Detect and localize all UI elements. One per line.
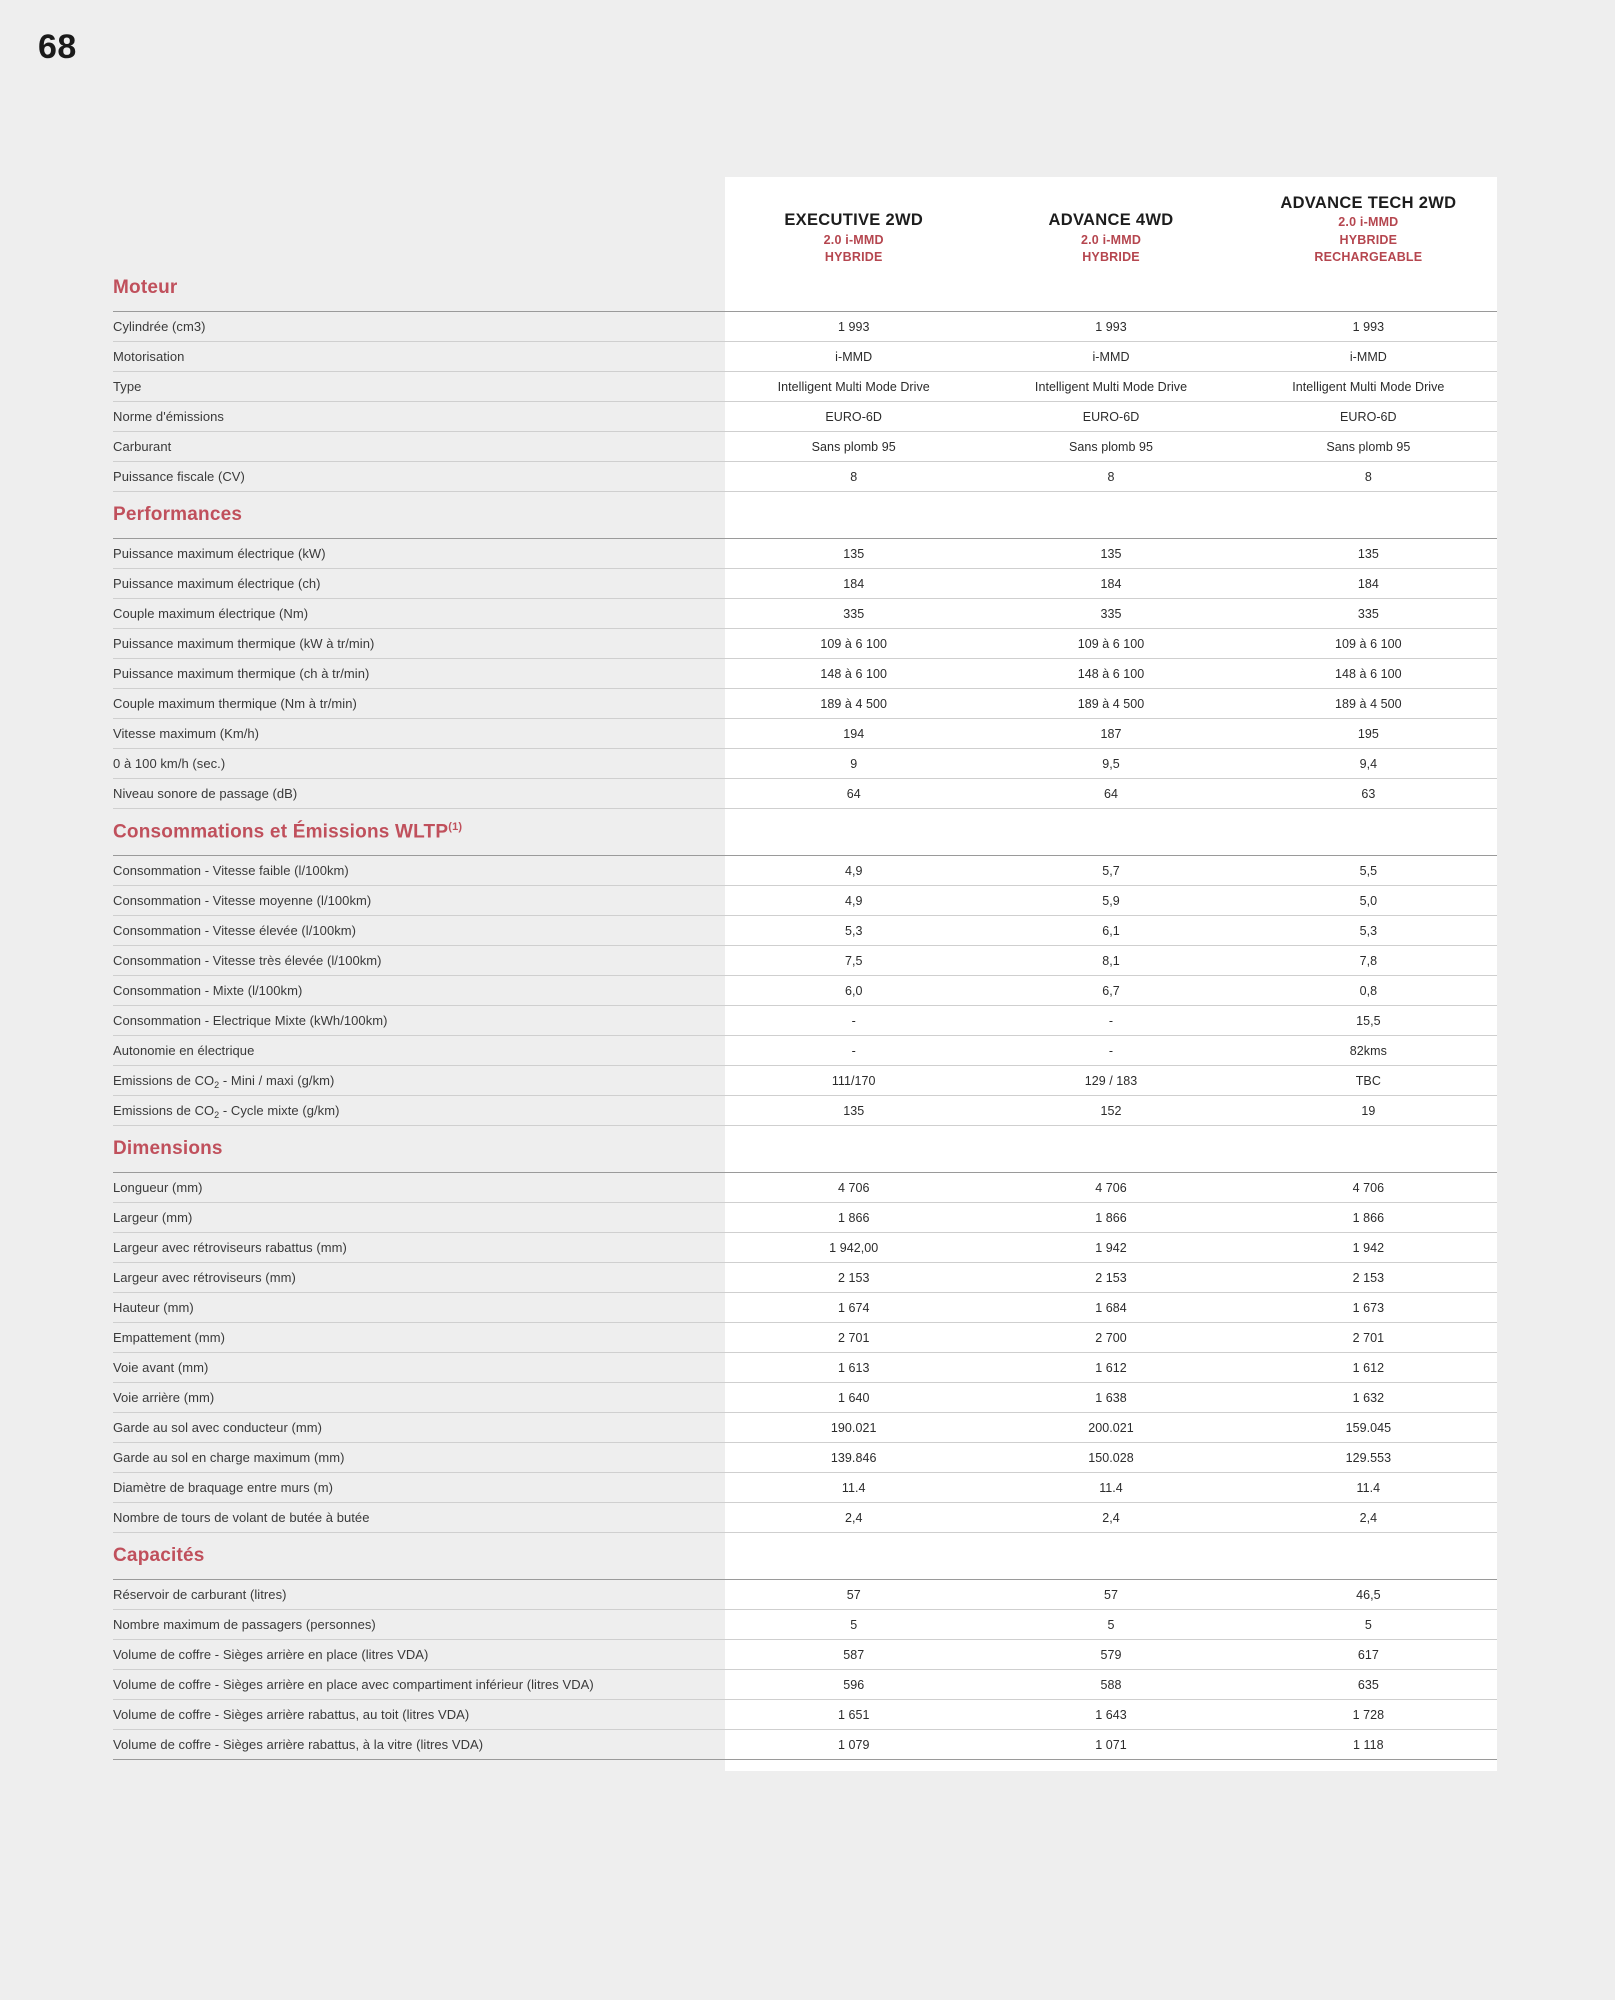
section-blank-cell bbox=[982, 1126, 1239, 1173]
row-value: 2 153 bbox=[725, 1263, 982, 1293]
table-row bbox=[113, 659, 1497, 689]
row-label: Consommation - Vitesse élevée (l/100km) bbox=[113, 916, 725, 946]
row-value: 11.4 bbox=[1240, 1473, 1497, 1503]
row-value: Sans plomb 95 bbox=[982, 432, 1239, 462]
row-value: 200.021 bbox=[982, 1413, 1239, 1443]
section-heading-row bbox=[113, 1126, 1497, 1173]
section-blank-cell bbox=[725, 492, 982, 539]
row-label: Garde au sol avec conducteur (mm) bbox=[113, 1413, 725, 1443]
section-title bbox=[113, 1533, 725, 1580]
row-value: 1 673 bbox=[1240, 1293, 1497, 1323]
row-value: 111/170 bbox=[725, 1066, 982, 1096]
row-label: Carburant bbox=[113, 432, 725, 462]
row-label: Emissions de $CO_2$ - Cycle mixte (g/km) bbox=[113, 1096, 725, 1126]
column-header-3 bbox=[1240, 177, 1497, 265]
row-value: 617 bbox=[1240, 1640, 1497, 1670]
row-value: 2,4 bbox=[1240, 1503, 1497, 1533]
row-value: Intelligent Multi Mode Drive bbox=[725, 372, 982, 402]
row-value: 46,5 bbox=[1240, 1580, 1497, 1610]
table-row bbox=[113, 1036, 1497, 1066]
row-value: 135 bbox=[725, 539, 982, 569]
page-number: 68 bbox=[38, 28, 77, 66]
table-row bbox=[113, 1443, 1497, 1473]
row-value: 129 / 183 bbox=[982, 1066, 1239, 1096]
row-value: 8 bbox=[725, 462, 982, 492]
row-label: Consommation - Vitesse moyenne (l/100km) bbox=[113, 886, 725, 916]
row-label: Type bbox=[113, 372, 725, 402]
column-model-variant-line: 2.0 i-MMD bbox=[1338, 215, 1399, 230]
row-label: Puissance maximum thermique (kW à tr/min) bbox=[113, 629, 725, 659]
row-value: 1 866 bbox=[1240, 1203, 1497, 1233]
row-value: 189 à 4 500 bbox=[725, 689, 982, 719]
row-value: 148 à 6 100 bbox=[982, 659, 1239, 689]
column-header-1 bbox=[725, 177, 982, 265]
row-value: EURO-6D bbox=[982, 402, 1239, 432]
row-value: 4 706 bbox=[725, 1173, 982, 1203]
row-value: 1 866 bbox=[725, 1203, 982, 1233]
row-label: Réservoir de carburant (litres) bbox=[113, 1580, 725, 1610]
table-row bbox=[113, 432, 1497, 462]
section-blank-cell bbox=[1240, 265, 1497, 312]
table-row bbox=[113, 946, 1497, 976]
row-value: 139.846 bbox=[725, 1443, 982, 1473]
row-value: 135 bbox=[982, 539, 1239, 569]
row-value: 1 613 bbox=[725, 1353, 982, 1383]
row-value: 2 700 bbox=[982, 1323, 1239, 1353]
row-label: Puissance fiscale (CV) bbox=[113, 462, 725, 492]
row-value: 5,0 bbox=[1240, 886, 1497, 916]
row-value: 8 bbox=[982, 462, 1239, 492]
table-row bbox=[113, 1700, 1497, 1730]
row-value: 109 à 6 100 bbox=[982, 629, 1239, 659]
row-label: Motorisation bbox=[113, 342, 725, 372]
row-value: 4 706 bbox=[1240, 1173, 1497, 1203]
row-label: Volume de coffre - Sièges arrière en place (litres VDA) bbox=[113, 1640, 725, 1670]
table-header-row bbox=[113, 177, 1497, 265]
table-row bbox=[113, 719, 1497, 749]
row-label: Diamètre de braquage entre murs (m) bbox=[113, 1473, 725, 1503]
row-value: Intelligent Multi Mode Drive bbox=[982, 372, 1239, 402]
row-value: Sans plomb 95 bbox=[725, 432, 982, 462]
row-value: 129.553 bbox=[1240, 1443, 1497, 1473]
table-row bbox=[113, 1323, 1497, 1353]
row-value: 109 à 6 100 bbox=[1240, 629, 1497, 659]
table-row bbox=[113, 1730, 1497, 1760]
row-label: Garde au sol en charge maximum (mm) bbox=[113, 1443, 725, 1473]
row-value: TBC bbox=[1240, 1066, 1497, 1096]
row-label: Puissance maximum électrique (ch) bbox=[113, 569, 725, 599]
row-value: 6,7 bbox=[982, 976, 1239, 1006]
row-value: 135 bbox=[1240, 539, 1497, 569]
row-value: 64 bbox=[982, 779, 1239, 809]
row-value: - bbox=[725, 1036, 982, 1066]
row-value: 135 bbox=[725, 1096, 982, 1126]
row-label: 0 à 100 km/h (sec.) bbox=[113, 749, 725, 779]
row-value: 184 bbox=[725, 569, 982, 599]
row-label: Couple maximum thermique (Nm à tr/min) bbox=[113, 689, 725, 719]
row-value: 6,1 bbox=[982, 916, 1239, 946]
row-value: 1 993 bbox=[982, 312, 1239, 342]
section-title-text: Performances bbox=[113, 504, 243, 525]
row-value: 184 bbox=[982, 569, 1239, 599]
row-label: Voie arrière (mm) bbox=[113, 1383, 725, 1413]
row-label: Consommation - Electrique Mixte (kWh/100km) bbox=[113, 1006, 725, 1036]
section-title bbox=[113, 265, 725, 312]
row-value: 9,4 bbox=[1240, 749, 1497, 779]
section-blank-cell bbox=[725, 1533, 982, 1580]
row-label: Couple maximum électrique (Nm) bbox=[113, 599, 725, 629]
column-model-variant-line: 2.0 i-MMD bbox=[823, 232, 884, 247]
row-label: Volume de coffre - Sièges arrière rabattus, à la vitre (litres VDA) bbox=[113, 1730, 725, 1760]
specifications-table bbox=[113, 177, 1497, 1760]
row-value: 11.4 bbox=[725, 1473, 982, 1503]
row-value: 8 bbox=[1240, 462, 1497, 492]
table-row bbox=[113, 1203, 1497, 1233]
column-model-name: ADVANCE 4WD bbox=[1048, 211, 1174, 230]
table-row bbox=[113, 1293, 1497, 1323]
row-value: 5 bbox=[1240, 1610, 1497, 1640]
row-value: 1 079 bbox=[725, 1730, 982, 1760]
row-value: 4 706 bbox=[982, 1173, 1239, 1203]
row-value: 64 bbox=[725, 779, 982, 809]
section-title bbox=[113, 492, 725, 539]
row-value: 4,9 bbox=[725, 856, 982, 886]
table-row bbox=[113, 1413, 1497, 1443]
row-label: Longueur (mm) bbox=[113, 1173, 725, 1203]
table-row bbox=[113, 886, 1497, 916]
row-value: 1 643 bbox=[982, 1700, 1239, 1730]
section-blank-cell bbox=[982, 1533, 1239, 1580]
row-value: 1 993 bbox=[1240, 312, 1497, 342]
row-value: 5 bbox=[725, 1610, 982, 1640]
table-row bbox=[113, 1096, 1497, 1126]
table-row bbox=[113, 1640, 1497, 1670]
section-heading-row bbox=[113, 492, 1497, 539]
section-title-footnote-marker: (1) bbox=[448, 820, 463, 833]
column-model-variant-line: RECHARGEABLE bbox=[1314, 249, 1423, 264]
column-model-variant-line: HYBRIDE bbox=[1339, 232, 1398, 247]
row-value: Sans plomb 95 bbox=[1240, 432, 1497, 462]
row-value: 11.4 bbox=[982, 1473, 1239, 1503]
table-row bbox=[113, 1006, 1497, 1036]
row-value: 9,5 bbox=[982, 749, 1239, 779]
row-value: 148 à 6 100 bbox=[1240, 659, 1497, 689]
table-row bbox=[113, 342, 1497, 372]
row-value: 2 153 bbox=[982, 1263, 1239, 1293]
row-value: 194 bbox=[725, 719, 982, 749]
row-value: 5,5 bbox=[1240, 856, 1497, 886]
table-row bbox=[113, 1353, 1497, 1383]
row-value: i-MMD bbox=[1240, 342, 1497, 372]
row-label: Nombre de tours de volant de butée à butée bbox=[113, 1503, 725, 1533]
row-value: 0,8 bbox=[1240, 976, 1497, 1006]
row-value: 57 bbox=[982, 1580, 1239, 1610]
column-model-variant-line: HYBRIDE bbox=[824, 249, 883, 264]
row-value: 148 à 6 100 bbox=[725, 659, 982, 689]
row-value: - bbox=[982, 1006, 1239, 1036]
table-row bbox=[113, 976, 1497, 1006]
row-value: 2 701 bbox=[725, 1323, 982, 1353]
table-row bbox=[113, 856, 1497, 886]
row-value: - bbox=[725, 1006, 982, 1036]
table-row bbox=[113, 1173, 1497, 1203]
table-row bbox=[113, 1263, 1497, 1293]
column-model-variant-line: 2.0 i-MMD bbox=[1080, 232, 1142, 247]
table-row bbox=[113, 402, 1497, 432]
table-row bbox=[113, 1383, 1497, 1413]
row-value: EURO-6D bbox=[1240, 402, 1497, 432]
row-value: 19 bbox=[1240, 1096, 1497, 1126]
section-blank-cell bbox=[725, 1126, 982, 1173]
table-row bbox=[113, 1503, 1497, 1533]
row-label: Consommation - Vitesse faible (l/100km) bbox=[113, 856, 725, 886]
section-blank-cell bbox=[1240, 492, 1497, 539]
row-label: Cylindrée (cm3) bbox=[113, 312, 725, 342]
row-value: 1 728 bbox=[1240, 1700, 1497, 1730]
section-blank-cell bbox=[725, 809, 982, 856]
section-title-text: Moteur bbox=[113, 277, 178, 298]
row-value: 187 bbox=[982, 719, 1239, 749]
table-row bbox=[113, 599, 1497, 629]
row-value: 2,4 bbox=[725, 1503, 982, 1533]
table-row bbox=[113, 1610, 1497, 1640]
table-row bbox=[113, 372, 1497, 402]
row-value: 9 bbox=[725, 749, 982, 779]
row-value: 2,4 bbox=[982, 1503, 1239, 1533]
section-blank-cell bbox=[1240, 809, 1497, 856]
row-value: 1 640 bbox=[725, 1383, 982, 1413]
table-row bbox=[113, 1233, 1497, 1263]
row-value: 5,9 bbox=[982, 886, 1239, 916]
row-value: 184 bbox=[1240, 569, 1497, 599]
column-model-variant-line: HYBRIDE bbox=[1082, 249, 1140, 264]
row-value: 1 071 bbox=[982, 1730, 1239, 1760]
row-value: 8,1 bbox=[982, 946, 1239, 976]
row-value: 189 à 4 500 bbox=[982, 689, 1239, 719]
section-blank-cell bbox=[982, 265, 1239, 312]
section-title-text: Dimensions bbox=[113, 1138, 223, 1159]
row-label: Volume de coffre - Sièges arrière en place avec compartiment inférieur (litres VDA) bbox=[113, 1670, 725, 1700]
row-value: 7,5 bbox=[725, 946, 982, 976]
table-row bbox=[113, 1580, 1497, 1610]
row-value: 2 153 bbox=[1240, 1263, 1497, 1293]
row-label: Emissions de $CO_2$ - Mini / maxi (g/km) bbox=[113, 1066, 725, 1096]
table-row bbox=[113, 1670, 1497, 1700]
section-blank-cell bbox=[1240, 1533, 1497, 1580]
row-label: Nombre maximum de passagers (personnes) bbox=[113, 1610, 725, 1640]
row-value: - bbox=[982, 1036, 1239, 1066]
row-value: 5 bbox=[982, 1610, 1239, 1640]
column-model-name: ADVANCE TECH 2WD bbox=[1280, 194, 1457, 213]
section-heading-row bbox=[113, 809, 1497, 856]
table-row bbox=[113, 1066, 1497, 1096]
table-row bbox=[113, 1473, 1497, 1503]
section-title-text: Consommations et Émissions WLTP bbox=[113, 821, 449, 843]
row-value: 335 bbox=[1240, 599, 1497, 629]
row-value: 5,3 bbox=[1240, 916, 1497, 946]
section-title-text: Capacités bbox=[113, 1545, 205, 1566]
table-row bbox=[113, 539, 1497, 569]
section-blank-cell bbox=[982, 809, 1239, 856]
row-label: Puissance maximum électrique (kW) bbox=[113, 539, 725, 569]
row-value: 15,5 bbox=[1240, 1006, 1497, 1036]
section-heading-row bbox=[113, 1533, 1497, 1580]
row-value: 189 à 4 500 bbox=[1240, 689, 1497, 719]
row-value: i-MMD bbox=[725, 342, 982, 372]
row-label: Empattement (mm) bbox=[113, 1323, 725, 1353]
row-value: 1 612 bbox=[1240, 1353, 1497, 1383]
row-value: 2 701 bbox=[1240, 1323, 1497, 1353]
row-value: 1 866 bbox=[982, 1203, 1239, 1233]
row-label: Niveau sonore de passage (dB) bbox=[113, 779, 725, 809]
row-value: 1 118 bbox=[1240, 1730, 1497, 1760]
row-label: Largeur (mm) bbox=[113, 1203, 725, 1233]
row-value: 335 bbox=[725, 599, 982, 629]
row-value: 588 bbox=[982, 1670, 1239, 1700]
row-value: Intelligent Multi Mode Drive bbox=[1240, 372, 1497, 402]
row-label: Voie avant (mm) bbox=[113, 1353, 725, 1383]
row-label: Puissance maximum thermique (ch à tr/min) bbox=[113, 659, 725, 689]
row-value: 1 674 bbox=[725, 1293, 982, 1323]
row-value: 587 bbox=[725, 1640, 982, 1670]
row-value: 1 632 bbox=[1240, 1383, 1497, 1413]
section-heading-row bbox=[113, 265, 1497, 312]
row-value: i-MMD bbox=[982, 342, 1239, 372]
row-label: Norme d'émissions bbox=[113, 402, 725, 432]
table-row bbox=[113, 462, 1497, 492]
row-value: 63 bbox=[1240, 779, 1497, 809]
row-value: 7,8 bbox=[1240, 946, 1497, 976]
table-row bbox=[113, 779, 1497, 809]
row-value: 1 942 bbox=[982, 1233, 1239, 1263]
row-value: 1 638 bbox=[982, 1383, 1239, 1413]
table-row bbox=[113, 916, 1497, 946]
section-blank-cell bbox=[725, 265, 982, 312]
row-value: 57 bbox=[725, 1580, 982, 1610]
row-value: 596 bbox=[725, 1670, 982, 1700]
row-label: Autonomie en électrique bbox=[113, 1036, 725, 1066]
row-label: Largeur avec rétroviseurs (mm) bbox=[113, 1263, 725, 1293]
row-value: 6,0 bbox=[725, 976, 982, 1006]
row-value: 190.021 bbox=[725, 1413, 982, 1443]
row-value: 1 942,00 bbox=[725, 1233, 982, 1263]
section-blank-cell bbox=[1240, 1126, 1497, 1173]
row-value: 4,9 bbox=[725, 886, 982, 916]
row-value: EURO-6D bbox=[725, 402, 982, 432]
row-value: 82kms bbox=[1240, 1036, 1497, 1066]
column-header-2 bbox=[982, 177, 1239, 265]
row-label: Largeur avec rétroviseurs rabattus (mm) bbox=[113, 1233, 725, 1263]
table-row bbox=[113, 629, 1497, 659]
row-value: 1 942 bbox=[1240, 1233, 1497, 1263]
row-label: Vitesse maximum (Km/h) bbox=[113, 719, 725, 749]
row-label: Volume de coffre - Sièges arrière rabattus, au toit (litres VDA) bbox=[113, 1700, 725, 1730]
column-model-name: EXECUTIVE 2WD bbox=[784, 211, 924, 230]
row-value: 159.045 bbox=[1240, 1413, 1497, 1443]
row-value: 635 bbox=[1240, 1670, 1497, 1700]
row-value: 152 bbox=[982, 1096, 1239, 1126]
header-spacer-cell bbox=[113, 177, 725, 265]
section-blank-cell bbox=[982, 492, 1239, 539]
table-row bbox=[113, 312, 1497, 342]
row-value: 150.028 bbox=[982, 1443, 1239, 1473]
row-label: Consommation - Vitesse très élevée (l/100km) bbox=[113, 946, 725, 976]
row-label: Hauteur (mm) bbox=[113, 1293, 725, 1323]
row-value: 195 bbox=[1240, 719, 1497, 749]
row-value: 5,3 bbox=[725, 916, 982, 946]
row-value: 1 612 bbox=[982, 1353, 1239, 1383]
row-value: 1 651 bbox=[725, 1700, 982, 1730]
row-value: 579 bbox=[982, 1640, 1239, 1670]
row-value: 1 684 bbox=[982, 1293, 1239, 1323]
table-row bbox=[113, 749, 1497, 779]
table-row bbox=[113, 569, 1497, 599]
row-value: 1 993 bbox=[725, 312, 982, 342]
table-row bbox=[113, 689, 1497, 719]
section-title bbox=[113, 1126, 725, 1173]
row-label: Consommation - Mixte (l/100km) bbox=[113, 976, 725, 1006]
row-value: 335 bbox=[982, 599, 1239, 629]
section-title bbox=[113, 809, 725, 856]
row-value: 5,7 bbox=[982, 856, 1239, 886]
row-value: 109 à 6 100 bbox=[725, 629, 982, 659]
